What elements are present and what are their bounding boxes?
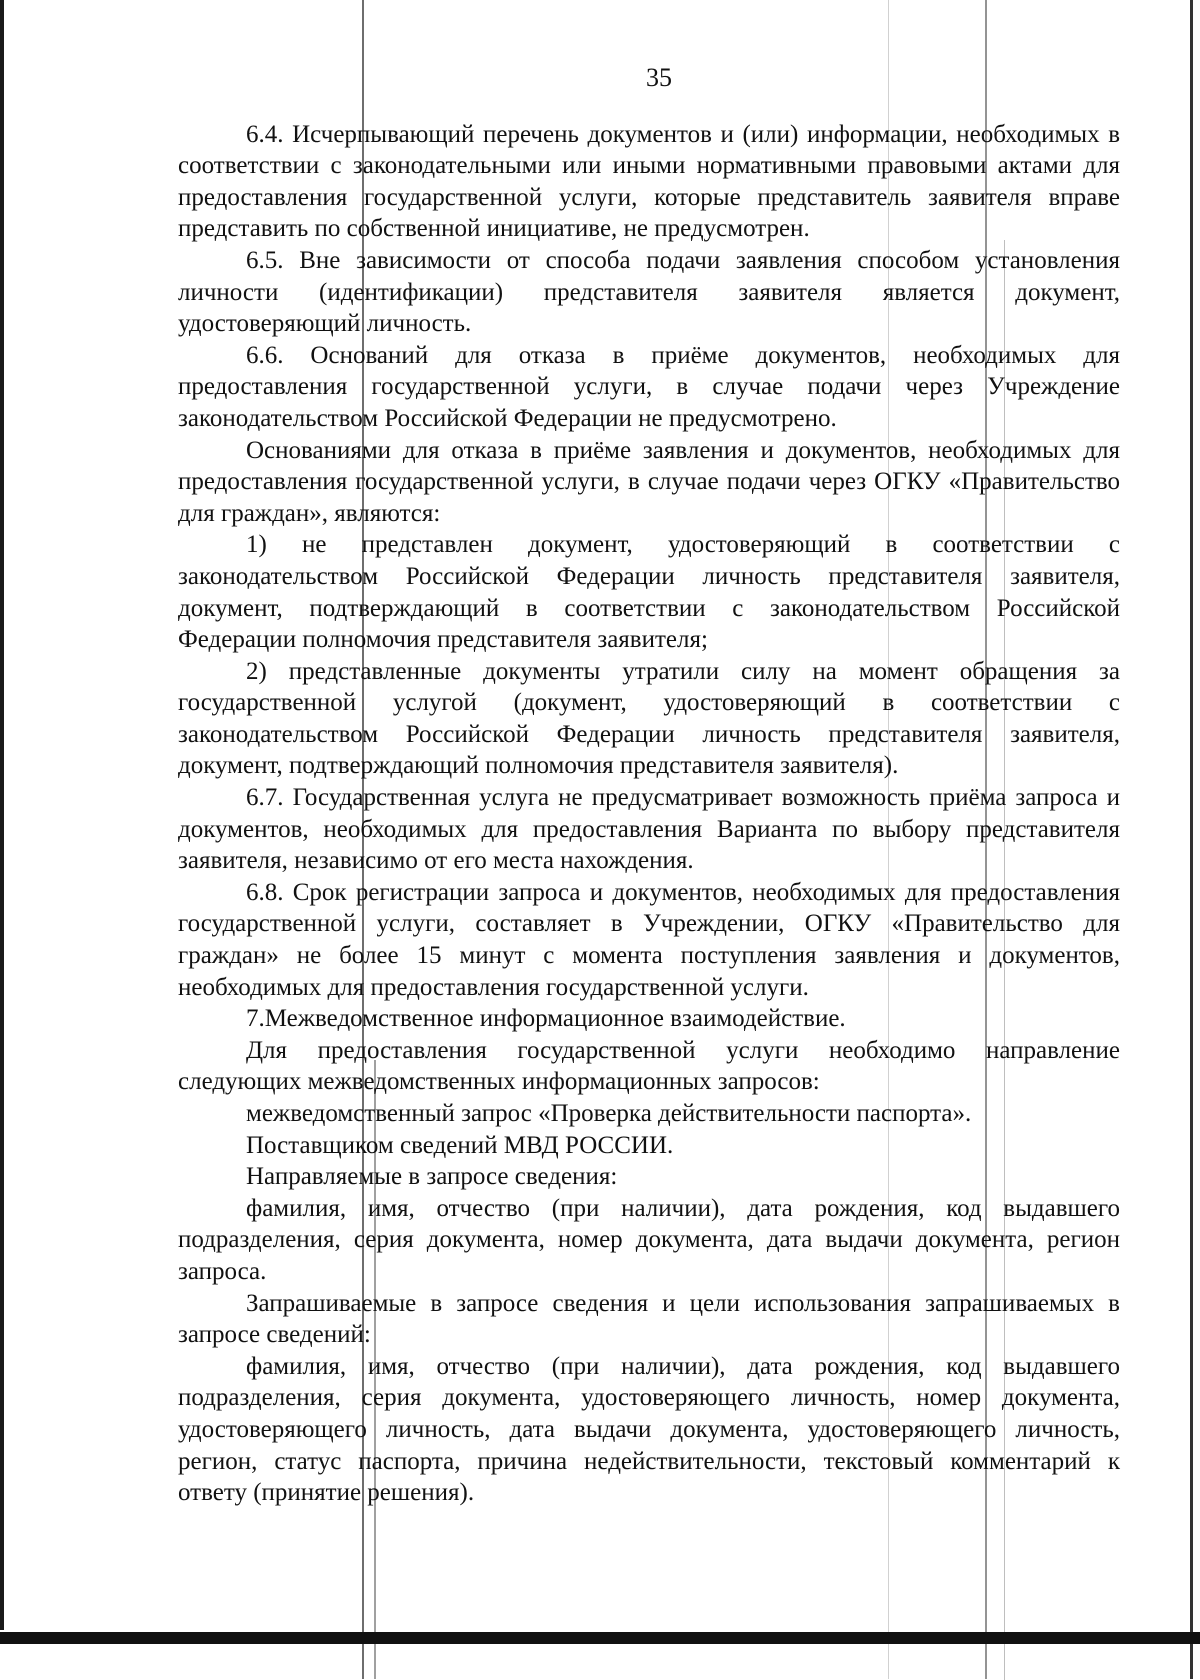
scan-right-edge bbox=[1190, 0, 1193, 1679]
paragraph-6-5: 6.5. Вне зависимости от способа подачи заявления способом установления личности (идентификации) представителя заявителя является документ, удостоверяющий личность. bbox=[178, 246, 1120, 338]
paragraph-sent-heading: Направляемые в запросе сведения: bbox=[246, 1163, 618, 1191]
paragraph-sent-fields: фамилия, имя, отчество (при наличии), дата рождения, код выдавшего подразделения, серия документа, номер документа, дата выдачи документа, регион запроса. bbox=[178, 1194, 1120, 1285]
paragraph-provider: Поставщиком сведений МВД РОССИИ. bbox=[246, 1131, 674, 1159]
paragraph-requested-heading: Запрашиваемые в запросе сведения и цели использования запрашиваемых в запросе сведений: bbox=[178, 1289, 1120, 1349]
paragraph-6-8: 6.8. Срок регистрации запроса и документов, необходимых для предоставления государственной услуги, составляет в Учреждении, ОГКУ «Правительство для граждан» не более 15 минут с момента поступления заявления и документов, необходимых для предоставления государственной услуги. bbox=[178, 878, 1120, 1001]
paragraph-6-6: 6.6. Оснований для отказа в приёме документов, необходимых для предоставления государственной услуги, в случае подачи через Учреждение законодательством Российской Федерации не предусмотрено. bbox=[178, 341, 1120, 432]
page-number: 35 bbox=[646, 63, 672, 92]
paragraph-requested-fields: фамилия, имя, отчество (при наличии), дата рождения, код выдавшего подразделения, серия документа, удостоверяющего личность, номер документа, удостоверяющего личность, дата выдачи документа, удостоверяющего личность, регион, статус паспорта, причина недействительности, текстовый комментарий к ответу (принятие решения). bbox=[178, 1352, 1120, 1507]
paragraph-interagency: Для предоставления государственной услуги необходимо направление следующих межведомственных информационных запросов: bbox=[178, 1036, 1120, 1096]
list-item-2: 2) представленные документы утратили силу на момент обращения за государственной услугой (документ, удостоверяющий в соответствии с законодательством Российской Федерации личность представителя заявителя, документ, подтверждающий полномочия представителя заявителя). bbox=[178, 657, 1120, 780]
paragraph-grounds: Основаниями для отказа в приёме заявления и документов, необходимых для предоставления государственной услуги, в случае подачи через ОГКУ «Правительство для граждан», являются: bbox=[178, 436, 1120, 527]
scan-left-edge bbox=[0, 0, 4, 1630]
paragraph-6-7: 6.7. Государственная услуга не предусматривает возможность приёма запроса и документов, необходимых для предоставления Варианта по выбору представителя заявителя, независимо от его места нахождения. bbox=[178, 784, 1120, 875]
paragraph-request: межведомственный запрос «Проверка действительности паспорта». bbox=[246, 1100, 972, 1127]
scan-bottom-bar bbox=[0, 1632, 1200, 1644]
document-page bbox=[178, 62, 1120, 1509]
section-7-heading: 7.Межведомственное информационное взаимодействие. bbox=[246, 1005, 846, 1033]
list-item-1: 1) не представлен документ, удостоверяющий в соответствии с законодательством Российской Федерации личность представителя заявителя, документ, подтверждающий в соответствии с законодательством Российской Федерации полномочия представителя заявителя; bbox=[178, 531, 1120, 654]
paragraph-6-4: 6.4. Исчерпывающий перечень документов и (или) информации, необходимых в соответствии с законодательными или иными нормативными правовыми актами для предоставления государственной услуги, которые представитель заявителя вправе представить по собственной инициативе, не предусмотрен. bbox=[178, 120, 1120, 243]
